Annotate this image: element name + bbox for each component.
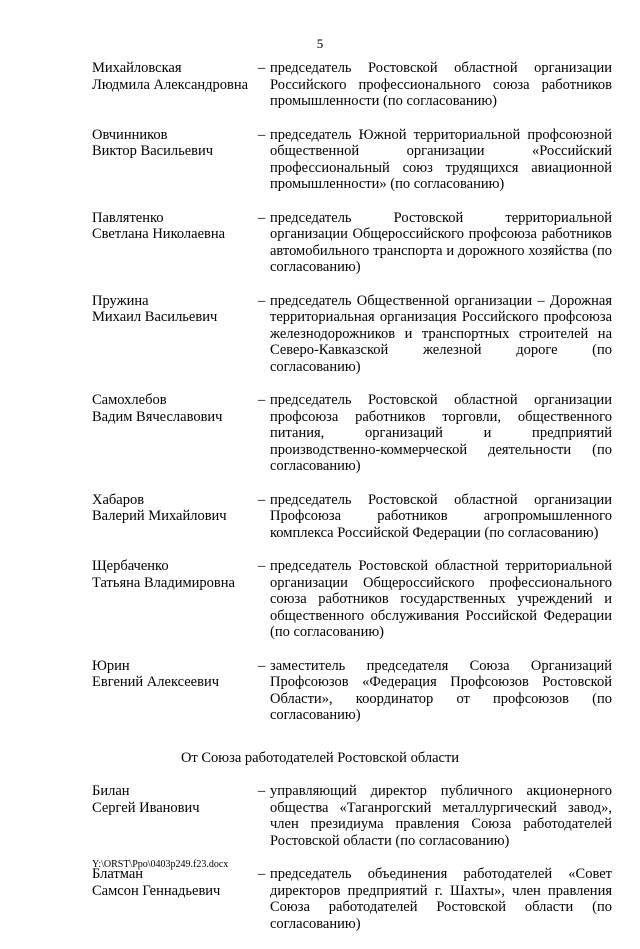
member-surname: Самохлебов (92, 392, 167, 408)
member-entry (92, 658, 612, 724)
member-surname: Билан (92, 783, 130, 799)
separator-dash: – (258, 491, 266, 508)
member-surname: Юрин (92, 657, 130, 674)
member-entry (92, 127, 612, 193)
member-given-names: Самсон Геннадьевич (92, 882, 221, 899)
member-entry (92, 293, 612, 376)
separator-dash: – (258, 783, 266, 799)
union-members (92, 60, 612, 724)
member-role: председатель Ростовской областной территориальной организации Общероссийского профессионального союза работников государственных учреждений и общественного обслуживания Российской Федерации (по согласованию) (270, 558, 612, 640)
member-entry (92, 558, 612, 641)
separator-dash: – (258, 657, 266, 674)
page-number: 5 (316, 36, 324, 51)
member-entry (92, 866, 612, 932)
member-given-names: Татьяна Владимировна (92, 574, 235, 591)
member-role: управляющий директор публичного акционерного общества «Таганрогский металлургический завод», член президиума правления Союза работодателей Ростовской области (по согласованию) (270, 783, 612, 849)
member-given-names: Светлана Николаевна (92, 226, 226, 242)
separator-dash: – (258, 292, 266, 309)
member-surname: Блатман (92, 866, 144, 882)
member-role: председатель Южной территориальной профсоюзной общественной организации «Российский профессиональный союз трудящихся авиационной промышленности» (по согласованию) (270, 126, 612, 192)
member-surname: Пружина (92, 292, 149, 309)
member-given-names: Сергей Иванович (92, 799, 200, 816)
member-name (92, 210, 258, 276)
member-name (92, 558, 258, 641)
separator-dash: – (258, 866, 266, 882)
member-role: заместитель председателя Союза Организаций Профсоюзов «Федерация Профсоюзов Ростовской Области», координатор от профсоюзов (по согласованию) (270, 657, 612, 723)
member-name (92, 492, 258, 542)
member-name (92, 127, 258, 193)
separator-dash: – (258, 60, 266, 76)
member-entry (92, 60, 612, 110)
separator-dash: – (258, 558, 266, 574)
member-entry (92, 392, 612, 475)
member-name (92, 60, 258, 110)
file-path-footer: Y:\ORST\Ppo\0403p249.f23.docx (92, 859, 229, 870)
member-given-names: Евгений Алексеевич (92, 674, 220, 690)
member-entry (92, 210, 612, 276)
member-role: председатель Ростовской областной организации профсоюза работников торговли, общественного питания, организаций и предприятий производственно-коммерческой деятельности (по согласованию) (270, 392, 612, 474)
member-role: председатель Ростовской территориальной организации Общероссийского профсоюза работников автомобильного транспорта и дорожного хозяйства (по согласованию) (270, 209, 612, 275)
member-given-names: Валерий Михайлович (92, 508, 227, 524)
section-title: От Союза работодателей Ростовской области (180, 749, 460, 766)
member-name (92, 866, 258, 932)
member-role: председатель Общественной организации – Дорожная территориальная организация Российского профсоюза железнодорожников и транспортных строителей на Северо-Кавказской железной дороге (по согласованию) (270, 292, 612, 375)
member-list (92, 60, 612, 949)
separator-dash: – (258, 126, 266, 143)
member-name (92, 293, 258, 376)
member-given-names: Виктор Васильевич (92, 143, 214, 159)
member-entry (92, 492, 612, 542)
member-given-names: Вадим Вячеславович (92, 408, 223, 425)
employer-members (92, 783, 612, 932)
member-name (92, 392, 258, 475)
member-given-names: Людмила Александровна (92, 76, 249, 93)
member-given-names: Михаил Васильевич (92, 309, 218, 325)
member-role: председатель Ростовской областной организации Российского профессионального союза работников промышленности (по согласованию) (270, 60, 612, 109)
member-name (92, 783, 258, 849)
member-surname: Михайловская (92, 60, 182, 76)
member-surname: Павлятенко (92, 209, 164, 226)
separator-dash: – (258, 392, 266, 408)
member-surname: Хабаров (92, 491, 145, 508)
member-surname: Щербаченко (92, 558, 169, 574)
member-role: председатель Ростовской областной организации Профсоюза работников агропромышленного комплекса Российской Федерации (по согласованию) (270, 491, 612, 541)
separator-dash: – (258, 209, 266, 226)
member-surname: Овчинников (92, 126, 168, 143)
member-name (92, 658, 258, 724)
member-entry (92, 783, 612, 849)
member-role: председатель объединения работодателей «Совет директоров предприятий г. Шахты», член правления Союза работодателей Ростовской области (по согласованию) (270, 866, 612, 932)
